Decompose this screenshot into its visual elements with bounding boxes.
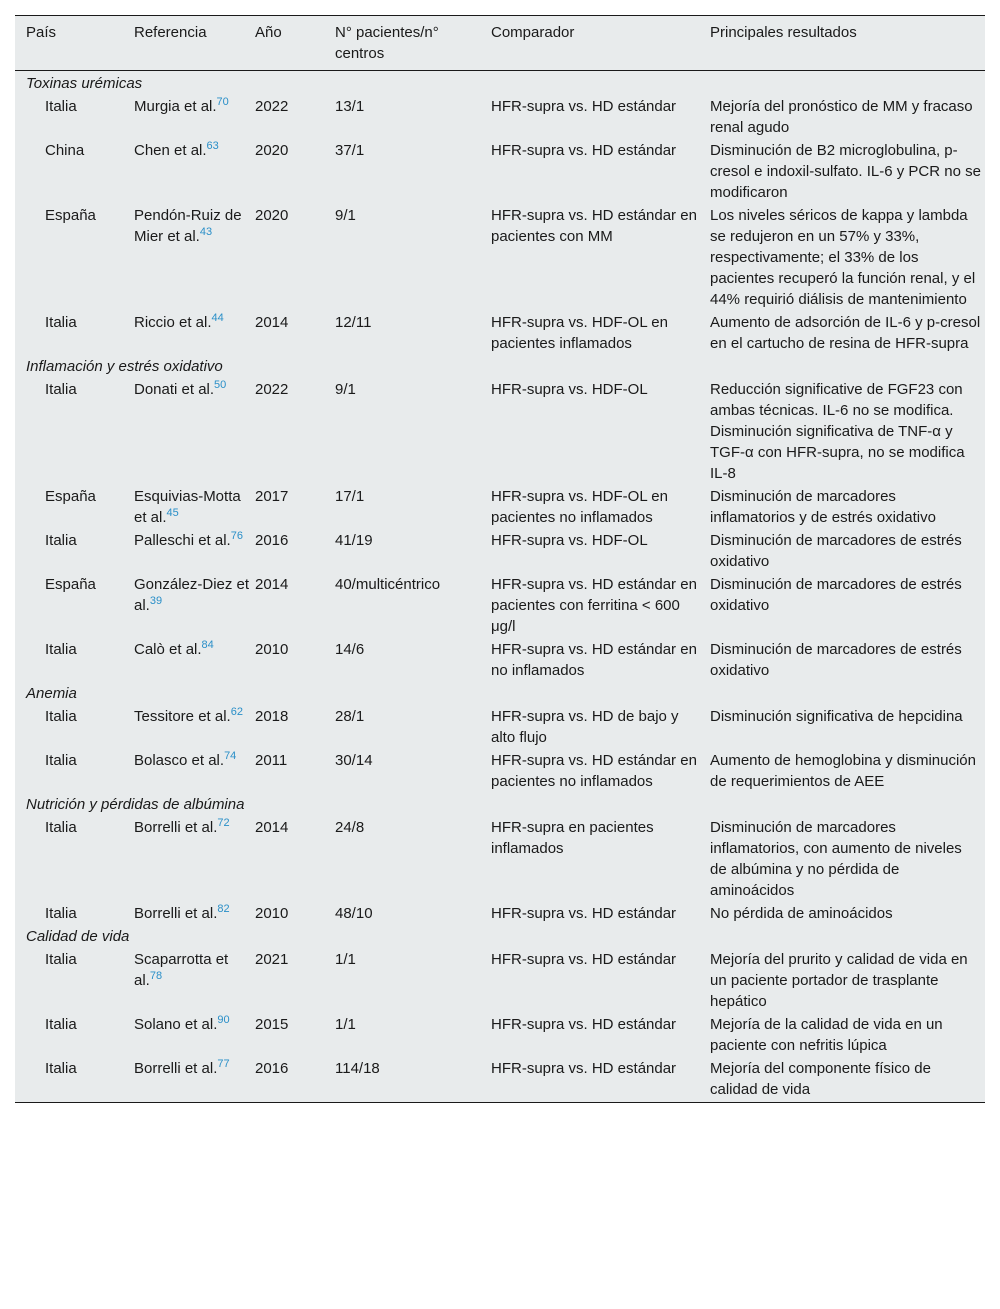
cell-pacientes-centros: 41/19 bbox=[335, 532, 373, 549]
table-row bbox=[15, 815, 985, 901]
cell-resultados: Los niveles séricos de kappa y lambda se redujeron en un 57% y 33%, respectivamente; el 33% de los pacientes recuperó la función renal, y el 44% requirió diálisis de mantenimiento bbox=[710, 207, 976, 308]
cell-referencia bbox=[134, 94, 255, 138]
cell-anio: 2011 bbox=[255, 752, 288, 769]
cell-pais: Italia bbox=[45, 314, 77, 331]
cell-anio: 2014 bbox=[255, 576, 289, 593]
cell-pacientes-centros: 13/1 bbox=[335, 98, 365, 115]
cell-pais: España bbox=[45, 576, 96, 593]
cell-referencia bbox=[134, 203, 255, 310]
cell-referencia bbox=[134, 484, 255, 528]
cell-pais: Italia bbox=[45, 819, 77, 836]
results-table bbox=[15, 15, 985, 1103]
cell-anio: 2017 bbox=[255, 488, 289, 505]
citation-link[interactable]: 82 bbox=[217, 903, 230, 915]
cell-resultados: Disminución significativa de hepcidina bbox=[710, 708, 963, 725]
cell-comparador: HFR-supra vs. HDF-OL bbox=[491, 381, 648, 398]
table-row bbox=[15, 704, 985, 748]
cell-anio: 2022 bbox=[255, 381, 289, 398]
table-row bbox=[15, 203, 985, 310]
cell-anio: 2016 bbox=[255, 1056, 335, 1103]
cell-comparador: HFR-supra vs. HD estándar bbox=[491, 1056, 710, 1103]
cell-resultados: Mejoría de la calidad de vida en un paciente con nefritis lúpica bbox=[710, 1016, 943, 1054]
cell-referencia bbox=[134, 1012, 255, 1056]
cell-referencia bbox=[134, 310, 255, 354]
cell-resultados: Mejoría del componente físico de calidad de vida bbox=[710, 1056, 985, 1103]
cell-referencia bbox=[134, 901, 255, 924]
reference-text: Pendón-Ruiz de Mier et al. bbox=[134, 207, 242, 245]
cell-comparador: HFR-supra vs. HDF-OL en pacientes no inflamados bbox=[491, 488, 668, 526]
cell-comparador: HFR-supra vs. HD estándar en pacientes con ferritina < 600 μg/l bbox=[491, 576, 697, 635]
reference-text: Riccio et al. bbox=[134, 314, 212, 331]
citation-link[interactable]: 62 bbox=[230, 706, 243, 718]
cell-referencia bbox=[134, 138, 255, 203]
section-title: Nutrición y pérdidas de albúmina bbox=[26, 796, 245, 813]
reference-text: Palleschi et al. bbox=[134, 532, 231, 549]
citation-link[interactable]: 76 bbox=[230, 530, 243, 542]
table-row bbox=[15, 310, 985, 354]
cell-pais: Italia bbox=[45, 98, 77, 115]
table-row bbox=[15, 947, 985, 1012]
table-row bbox=[15, 1056, 985, 1103]
header-comparador: Comparador bbox=[491, 16, 710, 71]
cell-pacientes-centros: 9/1 bbox=[335, 381, 356, 398]
section-title: Toxinas urémicas bbox=[26, 75, 143, 92]
cell-referencia bbox=[134, 572, 255, 637]
cell-comparador: HFR-supra vs. HD estándar bbox=[491, 905, 677, 922]
citation-link[interactable]: 50 bbox=[214, 379, 227, 391]
table-row bbox=[15, 94, 985, 138]
section-title: Calidad de vida bbox=[26, 928, 130, 945]
cell-pacientes-centros: 40/multicéntrico bbox=[335, 576, 441, 593]
cell-pacientes-centros: 48/10 bbox=[335, 905, 373, 922]
section-row bbox=[15, 924, 985, 947]
cell-pais: Italia bbox=[45, 752, 77, 769]
cell-pais: Italia bbox=[45, 951, 77, 968]
cell-anio: 2020 bbox=[255, 207, 289, 224]
cell-comparador: HFR-supra vs. HD estándar bbox=[491, 98, 677, 115]
cell-pacientes-centros: 114/18 bbox=[335, 1056, 491, 1103]
cell-resultados: Disminución de marcadores de estrés oxidativo bbox=[710, 576, 962, 614]
reference-text: Calò et al. bbox=[134, 641, 202, 658]
header-referencia: Referencia bbox=[134, 16, 255, 71]
cell-pais: España bbox=[45, 488, 96, 505]
cell-pacientes-centros: 28/1 bbox=[335, 708, 365, 725]
section-title: Anemia bbox=[26, 685, 77, 702]
cell-pais: Italia bbox=[15, 1056, 134, 1103]
table-row bbox=[15, 138, 985, 203]
table-body bbox=[15, 71, 985, 1103]
cell-pais: Italia bbox=[45, 905, 77, 922]
table-row bbox=[15, 901, 985, 924]
cell-anio: 2022 bbox=[255, 98, 289, 115]
reference-text: Bolasco et al. bbox=[134, 752, 225, 769]
reference-text: Borrelli et al. bbox=[134, 819, 218, 836]
cell-pacientes-centros: 1/1 bbox=[335, 951, 356, 968]
cell-referencia bbox=[134, 637, 255, 681]
cell-anio: 2021 bbox=[255, 951, 289, 968]
table-row bbox=[15, 1012, 985, 1056]
citation-link[interactable]: 39 bbox=[149, 595, 163, 607]
cell-resultados: Disminución de marcadores de estrés oxidativo bbox=[710, 641, 962, 679]
cell-pacientes-centros: 9/1 bbox=[335, 207, 356, 224]
cell-comparador: HFR-supra vs. HDF-OL bbox=[491, 532, 648, 549]
reference-text: Tessitore et al. bbox=[134, 708, 231, 725]
cell-pacientes-centros: 30/14 bbox=[335, 752, 373, 769]
header-pacientes-centros: N° pacientes/n° centros bbox=[335, 16, 491, 71]
citation-link[interactable]: 90 bbox=[217, 1014, 230, 1026]
cell-referencia bbox=[134, 815, 255, 901]
cell-anio: 2016 bbox=[255, 532, 289, 549]
cell-resultados: Mejoría del pronóstico de MM y fracaso renal agudo bbox=[710, 98, 973, 136]
cell-resultados: Disminución de marcadores de estrés oxidativo bbox=[710, 532, 962, 570]
cell-anio: 2015 bbox=[255, 1016, 289, 1033]
cell-anio: 2020 bbox=[255, 142, 289, 159]
cell-pais: Italia bbox=[45, 708, 77, 725]
table-row bbox=[15, 377, 985, 484]
cell-anio: 2010 bbox=[255, 641, 289, 658]
reference-text: Solano et al. bbox=[134, 1016, 218, 1033]
section-title: Inflamación y estrés oxidativo bbox=[26, 358, 223, 375]
cell-pais: Italia bbox=[45, 1016, 77, 1033]
section-row bbox=[15, 354, 985, 377]
section-row bbox=[15, 681, 985, 704]
section-row bbox=[15, 71, 985, 95]
header-anio: Año bbox=[255, 16, 335, 71]
table-row bbox=[15, 528, 985, 572]
cell-pacientes-centros: 24/8 bbox=[335, 819, 365, 836]
cell-anio: 2018 bbox=[255, 708, 289, 725]
cell-referencia bbox=[134, 947, 255, 1012]
cell-comparador: HFR-supra vs. HD estándar en pacientes no inflamados bbox=[491, 752, 697, 790]
cell-pais: Italia bbox=[45, 532, 77, 549]
cell-resultados: Disminución de B2 microglobulina, p-cresol e indoxil-sulfato. IL-6 y PCR no se modificaron bbox=[710, 142, 981, 201]
section-row bbox=[15, 792, 985, 815]
cell-resultados: Disminución de marcadores inflamatorios, con aumento de niveles de albúmina y no pérdida de aminoácidos bbox=[710, 819, 962, 899]
cell-pais: China bbox=[45, 142, 85, 159]
cell-pais: España bbox=[45, 207, 96, 224]
header-pais: País bbox=[15, 16, 134, 71]
cell-resultados: Aumento de hemoglobina y disminución de requerimientos de AEE bbox=[710, 752, 976, 790]
cell-resultados: Disminución de marcadores inflamatorios y de estrés oxidativo bbox=[710, 488, 936, 526]
cell-comparador: HFR-supra vs. HDF-OL en pacientes inflamados bbox=[491, 314, 668, 352]
cell-comparador: HFR-supra vs. HD de bajo y alto flujo bbox=[491, 708, 679, 746]
header-resultados: Principales resultados bbox=[710, 16, 985, 71]
cell-pais: Italia bbox=[45, 381, 77, 398]
reference-text: Esquivias-Motta et al. bbox=[134, 488, 241, 526]
citation-link[interactable]: 44 bbox=[211, 312, 224, 324]
citation-link[interactable]: 45 bbox=[166, 507, 179, 519]
cell-referencia bbox=[134, 528, 255, 572]
citation-link[interactable]: 74 bbox=[224, 750, 237, 762]
cell-pacientes-centros: 17/1 bbox=[335, 488, 365, 505]
reference-text: Borrelli et al. bbox=[134, 1060, 218, 1077]
reference-text: Borrelli et al. bbox=[134, 905, 218, 922]
cell-referencia bbox=[134, 748, 255, 792]
table-row bbox=[15, 748, 985, 792]
cell-pacientes-centros: 37/1 bbox=[335, 142, 365, 159]
cell-resultados: Aumento de adsorción de IL-6 y p-cresol en el cartucho de resina de HFR-supra bbox=[710, 314, 981, 352]
cell-comparador: HFR-supra vs. HD estándar bbox=[491, 951, 677, 968]
table-row bbox=[15, 572, 985, 637]
citation-link[interactable]: 63 bbox=[206, 140, 219, 152]
citation-link[interactable]: 43 bbox=[199, 226, 213, 238]
cell-pacientes-centros: 12/11 bbox=[335, 314, 372, 331]
table-row bbox=[15, 484, 985, 528]
citation-link[interactable]: 70 bbox=[216, 96, 229, 108]
cell-resultados: Reducción significative de FGF23 con ambas técnicas. IL-6 no se modifica. Disminución significativa de TNF-α y TGF-α con HFR-supra, no se modifica IL-8 bbox=[710, 381, 965, 482]
cell-pacientes-centros: 14/6 bbox=[335, 641, 365, 658]
reference-text: Scaparrotta et al. bbox=[134, 951, 229, 989]
citation-link[interactable]: 84 bbox=[201, 639, 214, 651]
table-header-row bbox=[15, 16, 985, 71]
cell-anio: 2014 bbox=[255, 819, 289, 836]
cell-comparador: HFR-supra vs. HD estándar en pacientes con MM bbox=[491, 207, 697, 245]
cell-anio: 2014 bbox=[255, 314, 289, 331]
cell-pais: Italia bbox=[45, 641, 77, 658]
reference-text: González-Diez et al. bbox=[134, 576, 250, 614]
cell-anio: 2010 bbox=[255, 905, 289, 922]
cell-referencia bbox=[134, 1056, 255, 1103]
cell-pacientes-centros: 1/1 bbox=[335, 1016, 356, 1033]
cell-referencia bbox=[134, 704, 255, 748]
reference-text: Murgia et al. bbox=[134, 98, 217, 115]
cell-comparador: HFR-supra vs. HD estándar en no inflamados bbox=[491, 641, 697, 679]
citation-link[interactable]: 78 bbox=[149, 970, 163, 982]
cell-comparador: HFR-supra en pacientes inflamados bbox=[491, 819, 654, 857]
citation-link[interactable]: 72 bbox=[217, 817, 230, 829]
citation-link[interactable]: 77 bbox=[217, 1058, 230, 1070]
table-row bbox=[15, 637, 985, 681]
cell-resultados: No pérdida de aminoácidos bbox=[710, 905, 893, 922]
cell-comparador: HFR-supra vs. HD estándar bbox=[491, 142, 677, 159]
reference-text: Donati et al. bbox=[134, 381, 215, 398]
reference-text: Chen et al. bbox=[134, 142, 207, 159]
cell-referencia bbox=[134, 377, 255, 484]
cell-comparador: HFR-supra vs. HD estándar bbox=[491, 1016, 677, 1033]
cell-resultados: Mejoría del prurito y calidad de vida en un paciente portador de trasplante hepático bbox=[710, 951, 968, 1010]
